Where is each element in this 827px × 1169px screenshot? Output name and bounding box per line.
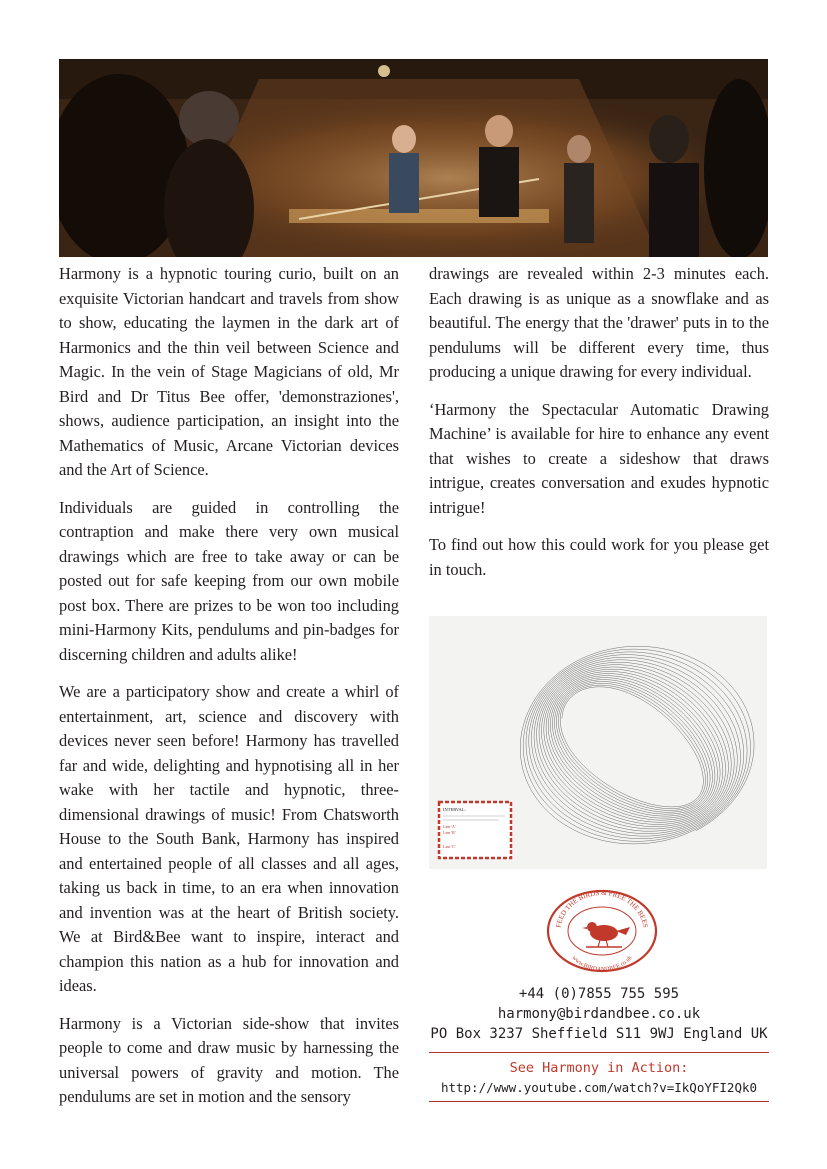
- paragraph: To find out how this could work for you please get in touch.: [429, 535, 769, 579]
- divider: [429, 1052, 769, 1053]
- drawing-label-heading: INTERVAL:: [443, 807, 466, 812]
- paragraph: ‘Harmony the Spectacular Automatic Drawing Machine’ is available for hire to enhance any event that wishes to create a sideshow that draws intrigue, creates conversation and exudes hypnotic intrigue!: [429, 399, 769, 517]
- harmonograph-drawing-photo: [429, 616, 767, 869]
- harmonograph-drawing: [429, 616, 767, 869]
- body-column-left: [59, 262, 399, 1123]
- paragraph: We are a participatory show and create a whirl of entertainment, art, science and discovery with devices never seen before! Harmony has travelled far and wide, delighting and hypnotising all in her wake with her tactile and hypnotic, three-dimensional drawings of music! From Chatsworth House to the South Bank, Harmony has inspired and entertained people of all classes and all ages, taking us back in time, to an era when innovation and invention was at the heart of British society. We at Bird&Bee want to inspire, interact and champion this nation as a hub for innovation and ideas.: [59, 682, 399, 995]
- drawing-label-card: [439, 802, 511, 858]
- body-column-right: [429, 262, 769, 595]
- paragraph: Harmony is a Victorian side-show that invites people to come and draw music by harnessing the universal powers of gravity and motion. The pendulums are set in motion and the sensory: [59, 1013, 399, 1106]
- paragraph: Individuals are guided in controlling the contraption and make there very own musical drawings which are free to take away or can be posted out for safe keeping from our own mobile post box. There are prizes to be won too including mini-Harmony Kits, pendulums and pin-badges for discerning children and adults alike!: [59, 497, 399, 664]
- logo-icon: [546, 889, 658, 973]
- video-cta-block: [429, 1058, 769, 1098]
- video-link[interactable]: http://www.youtube.com/watch?v=IkQoYFI2Qk0: [440, 1080, 758, 1095]
- contact-phone: +44 (0)7855 755 595: [518, 986, 680, 1002]
- logo-text-bottom: www.BIRDANDBEE.co.uk: [570, 954, 634, 973]
- drawing-label-line: Line 'C': [443, 844, 456, 849]
- harmonograph-curve: [520, 646, 754, 844]
- divider: [429, 1101, 769, 1102]
- paragraph: drawings are revealed within 2-3 minutes each. Each drawing is as unique as a snowflake and as beautiful. The energy that the 'drawer' puts in to the pendulums will be different every time, thus producing a unique drawing for every individual.: [429, 264, 769, 381]
- contact-email[interactable]: harmony@birdandbee.co.uk: [497, 1006, 701, 1022]
- video-cta-label: See Harmony in Action:: [509, 1060, 689, 1076]
- logo-text-top: FEED THE BIRDS & FREE THE BEES: [554, 889, 650, 929]
- hero-photo-illustration: [59, 59, 768, 257]
- drawing-label-line: Line 'B': [443, 830, 456, 835]
- bird-and-bee-logo: [546, 889, 658, 973]
- paragraph: Harmony is a hypnotic touring curio, built on an exquisite Victorian handcart and travels from show to show, educating the laymen in the dark art of Harmonics and the thin veil between Science and Magic. In the vein of Stage Magicians of old, Mr Bird and Dr Titus Bee offer, 'demonstraziones', shows, audience participation, an insight into the Mathematics of Music, Arcane Victorian devices and the Art of Science.: [59, 264, 399, 479]
- contact-block: [429, 984, 769, 1044]
- hero-photo: [59, 59, 768, 257]
- contact-address: PO Box 3237 Sheffield S11 9WJ England UK: [430, 1026, 768, 1042]
- drawing-label-line: Line 'A': [443, 824, 456, 829]
